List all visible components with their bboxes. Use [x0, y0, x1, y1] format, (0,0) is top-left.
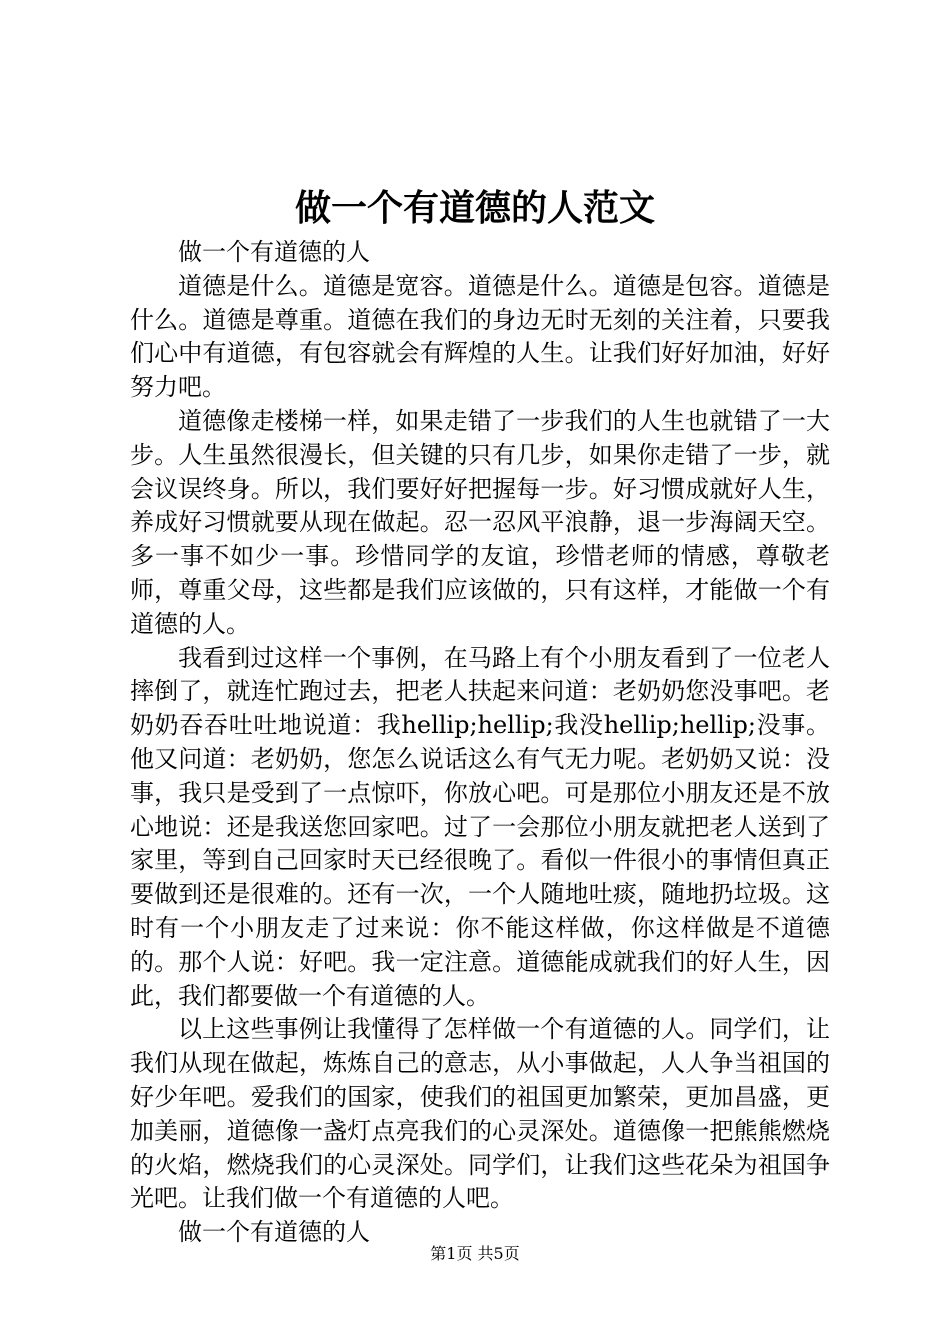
paragraph: 我看到过这样一个事例，在马路上有个小朋友看到了一位老人摔倒了，就连忙跑过去，把老人扶起来问道：老奶奶您没事吧。老奶奶吞吞吐吐地说道：我hellip;hellip;我没hellip;hellip;没事。他又问道：老奶奶，您怎么说话这么有气无力呢。老奶奶又说：没事，我只是受到了一点惊吓，你放心吧。可是那位小朋友还是不放心地说：还是我送您回家吧。过了一会那位小朋友就把老人送到了家里，等到自己回家时天已经很晚了。看似一件很小的事情但真正要做到还是很难的。还有一次，一个人随地吐痰，随地扔垃圾。这时有一个小朋友走了过来说：你不能这样做，你这样做是不道德的。那个人说：好吧。我一定注意。道德能成就我们的好人生，因此，我们都要做一个有道德的人。 [130, 643, 830, 1010]
paragraph: 以上这些事例让我懂得了怎样做一个有道德的人。同学们，让我们从现在做起，炼炼自己的意志，从小事做起，人人争当祖国的好少年吧。爱我们的国家，使我们的祖国更加繁荣，更加昌盛，更加美丽，道德像一盏灯点亮我们的心灵深处。道德像一把熊熊燃烧的火焰，燃烧我们的心灵深处。同学们，让我们这些花朵为祖国争光吧。让我们做一个有道德的人吧。 [130, 1015, 830, 1213]
paragraph-closing: 做一个有道德的人 [178, 1218, 370, 1247]
document-title: 做一个有道德的人范文 [294, 187, 655, 229]
paragraph: 道德像走楼梯一样，如果走错了一步我们的人生也就错了一大步。人生虽然很漫长，但关键的只有几步，如果你走错了一步，就会议误终身。所以，我们要好好把握每一步。好习惯成就好人生，养成好习惯就要从现在做起。忍一忍风平浪静，退一步海阔天空。多一事不如少一事。珍惜同学的友谊，珍惜老师的情感，尊敬老师，尊重父母，这些都是我们应该做的，只有这样，才能做一个有道德的人。 [130, 406, 830, 638]
paragraph-subtitle: 做一个有道德的人 [178, 238, 370, 266]
paragraph: 道德是什么。道德是宽容。道德是什么。道德是包容。道德是什么。道德是尊重。道德在我们的身边无时无刻的关注着，只要我们心中有道德，有包容就会有辉煌的人生。让我们好好加油，好好努力吧。 [130, 271, 830, 402]
document-body [130, 236, 830, 1250]
page-number-footer: 第1页 共5页 [430, 1244, 520, 1263]
